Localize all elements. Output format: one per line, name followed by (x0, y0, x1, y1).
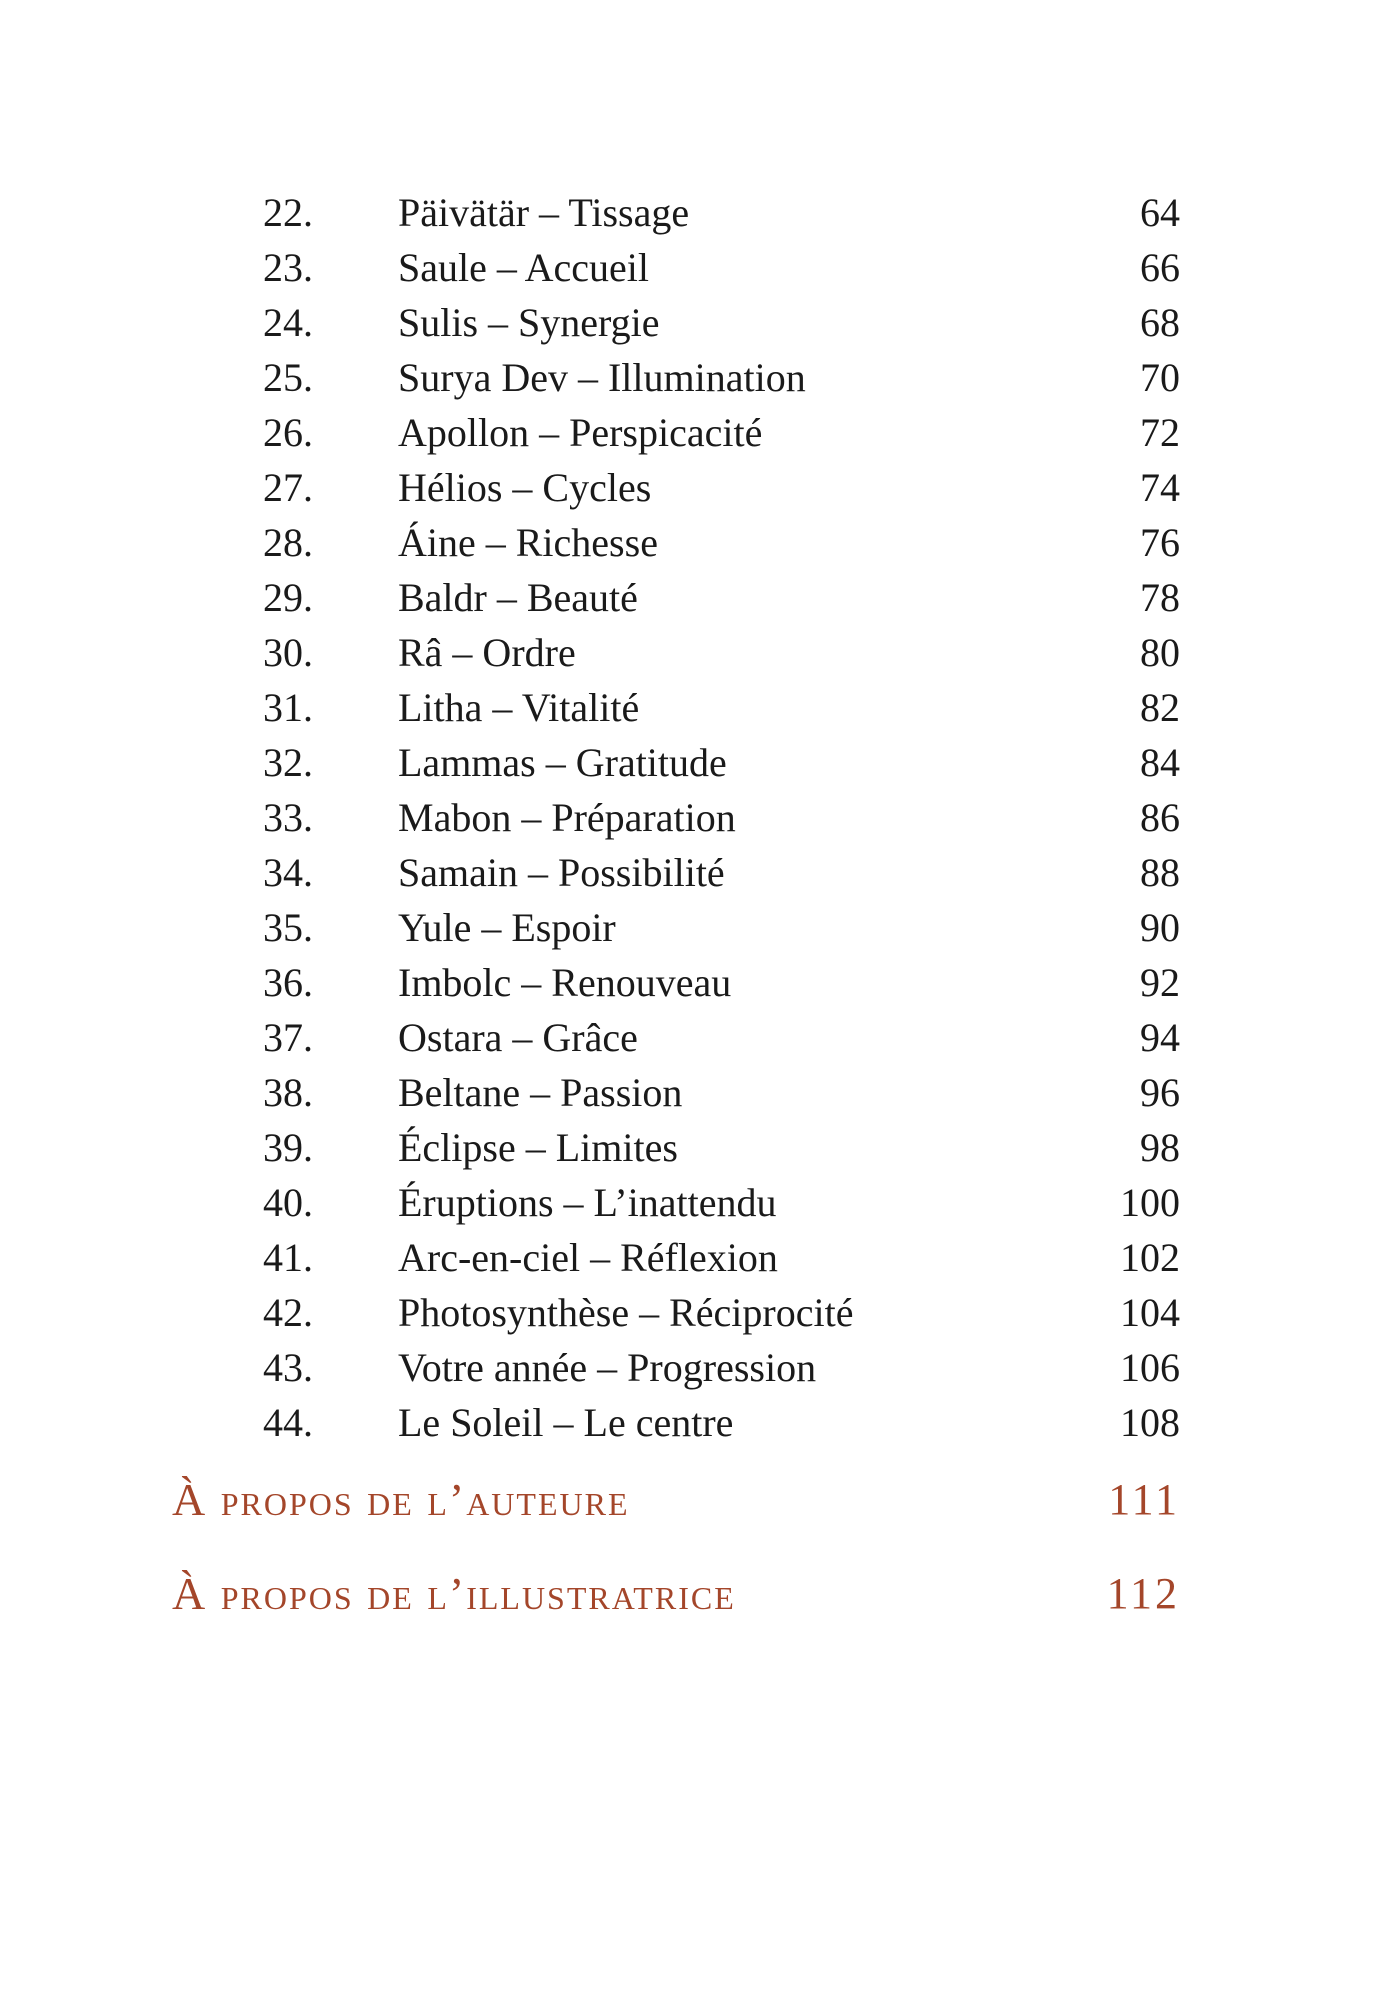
toc-entry[interactable] (0, 570, 1400, 625)
entry-number: 37. (263, 1015, 313, 1060)
toc-entry[interactable] (0, 405, 1400, 460)
entry-title: Surya Dev – Illumination (398, 355, 806, 400)
entry-page: 92 (1140, 960, 1180, 1005)
entry-number: 27. (263, 465, 313, 510)
entry-number: 38. (263, 1070, 313, 1115)
entry-title: Photosynthèse – Réciprocité (398, 1290, 854, 1335)
entry-page: 98 (1140, 1125, 1180, 1170)
entry-number: 40. (263, 1180, 313, 1225)
entry-title: Yule – Espoir (398, 905, 616, 950)
entry-page: 68 (1140, 300, 1180, 345)
entry-page: 86 (1140, 795, 1180, 840)
entry-page: 70 (1140, 355, 1180, 400)
entry-page: 104 (1120, 1290, 1180, 1335)
entry-number: 44. (263, 1400, 313, 1445)
entry-number: 43. (263, 1345, 313, 1390)
entry-page: 66 (1140, 245, 1180, 290)
entry-number: 25. (263, 355, 313, 400)
toc-entry[interactable] (0, 1065, 1400, 1120)
section-title: À propos de l’illustratrice (172, 1568, 736, 1619)
entry-number: 36. (263, 960, 313, 1005)
entry-title: Le Soleil – Le centre (398, 1400, 734, 1445)
toc-entry[interactable] (0, 900, 1400, 955)
entry-page: 84 (1140, 740, 1180, 785)
toc-entry[interactable] (0, 1395, 1400, 1450)
entry-title: Râ – Ordre (398, 630, 576, 675)
entry-title: Éruptions – L’inattendu (398, 1180, 777, 1225)
entry-title: Sulis – Synergie (398, 300, 660, 345)
toc-section-about-author[interactable] (0, 1465, 1400, 1535)
entry-number: 31. (263, 685, 313, 730)
entry-page: 100 (1120, 1180, 1180, 1225)
toc-entry[interactable] (0, 1120, 1400, 1175)
entry-number: 22. (263, 190, 313, 235)
entry-number: 28. (263, 520, 313, 565)
entry-title: Lammas – Gratitude (398, 740, 727, 785)
toc-entry[interactable] (0, 350, 1400, 405)
toc-entry[interactable] (0, 955, 1400, 1010)
entry-title: Baldr – Beauté (398, 575, 638, 620)
toc-entry[interactable] (0, 625, 1400, 680)
entry-page: 64 (1140, 190, 1180, 235)
entry-page: 90 (1140, 905, 1180, 950)
toc-entry[interactable] (0, 680, 1400, 735)
entry-title: Mabon – Préparation (398, 795, 736, 840)
entry-title: Arc-en-ciel – Réflexion (398, 1235, 778, 1280)
entry-page: 96 (1140, 1070, 1180, 1115)
toc-entry[interactable] (0, 1230, 1400, 1285)
entry-number: 24. (263, 300, 313, 345)
entry-number: 34. (263, 850, 313, 895)
entry-title: Päivätär – Tissage (398, 190, 690, 235)
entry-number: 41. (263, 1235, 313, 1280)
entry-title: Hélios – Cycles (398, 465, 652, 510)
entry-page: 80 (1140, 630, 1180, 675)
entry-title: Imbolc – Renouveau (398, 960, 732, 1005)
entry-title: Éclipse – Limites (398, 1125, 678, 1170)
entry-page: 88 (1140, 850, 1180, 895)
toc-entry[interactable] (0, 515, 1400, 570)
entry-title: Votre année – Progression (398, 1345, 817, 1390)
entry-number: 42. (263, 1290, 313, 1335)
entry-page: 108 (1120, 1400, 1180, 1445)
entry-number: 32. (263, 740, 313, 785)
entry-title: Samain – Possibilité (398, 850, 725, 895)
entry-number: 26. (263, 410, 313, 455)
entry-page: 102 (1120, 1235, 1180, 1280)
toc-entry[interactable] (0, 1010, 1400, 1065)
toc-entry[interactable] (0, 1175, 1400, 1230)
toc-entry[interactable] (0, 460, 1400, 515)
entry-title: Saule – Accueil (398, 245, 650, 290)
section-page: 111 (1108, 1475, 1180, 1524)
entry-number: 29. (263, 575, 313, 620)
entry-title: Ostara – Grâce (398, 1015, 638, 1060)
entry-number: 39. (263, 1125, 313, 1170)
entry-number: 33. (263, 795, 313, 840)
toc-entry[interactable] (0, 1285, 1400, 1340)
toc-entry[interactable] (0, 295, 1400, 350)
entry-number: 35. (263, 905, 313, 950)
section-title: À propos de l’auteure (172, 1474, 630, 1525)
toc-entry[interactable] (0, 735, 1400, 790)
toc-entry[interactable] (0, 185, 1400, 240)
entry-title: Litha – Vitalité (398, 685, 640, 730)
entry-title: Beltane – Passion (398, 1070, 683, 1115)
section-page: 112 (1106, 1569, 1180, 1618)
entry-page: 72 (1140, 410, 1180, 455)
entry-page: 76 (1140, 520, 1180, 565)
entry-number: 30. (263, 630, 313, 675)
toc-entry[interactable] (0, 1340, 1400, 1395)
entry-number: 23. (263, 245, 313, 290)
entry-title: Apollon – Perspicacité (398, 410, 763, 455)
toc-entry[interactable] (0, 240, 1400, 295)
entry-title: Áine – Richesse (398, 520, 658, 565)
entry-page: 94 (1140, 1015, 1180, 1060)
toc-entry[interactable] (0, 790, 1400, 845)
entry-page: 82 (1140, 685, 1180, 730)
entry-page: 78 (1140, 575, 1180, 620)
entry-page: 106 (1120, 1345, 1180, 1390)
entry-page: 74 (1140, 465, 1180, 510)
toc-section-about-illustrator[interactable] (0, 1559, 1400, 1629)
toc-entry[interactable] (0, 845, 1400, 900)
